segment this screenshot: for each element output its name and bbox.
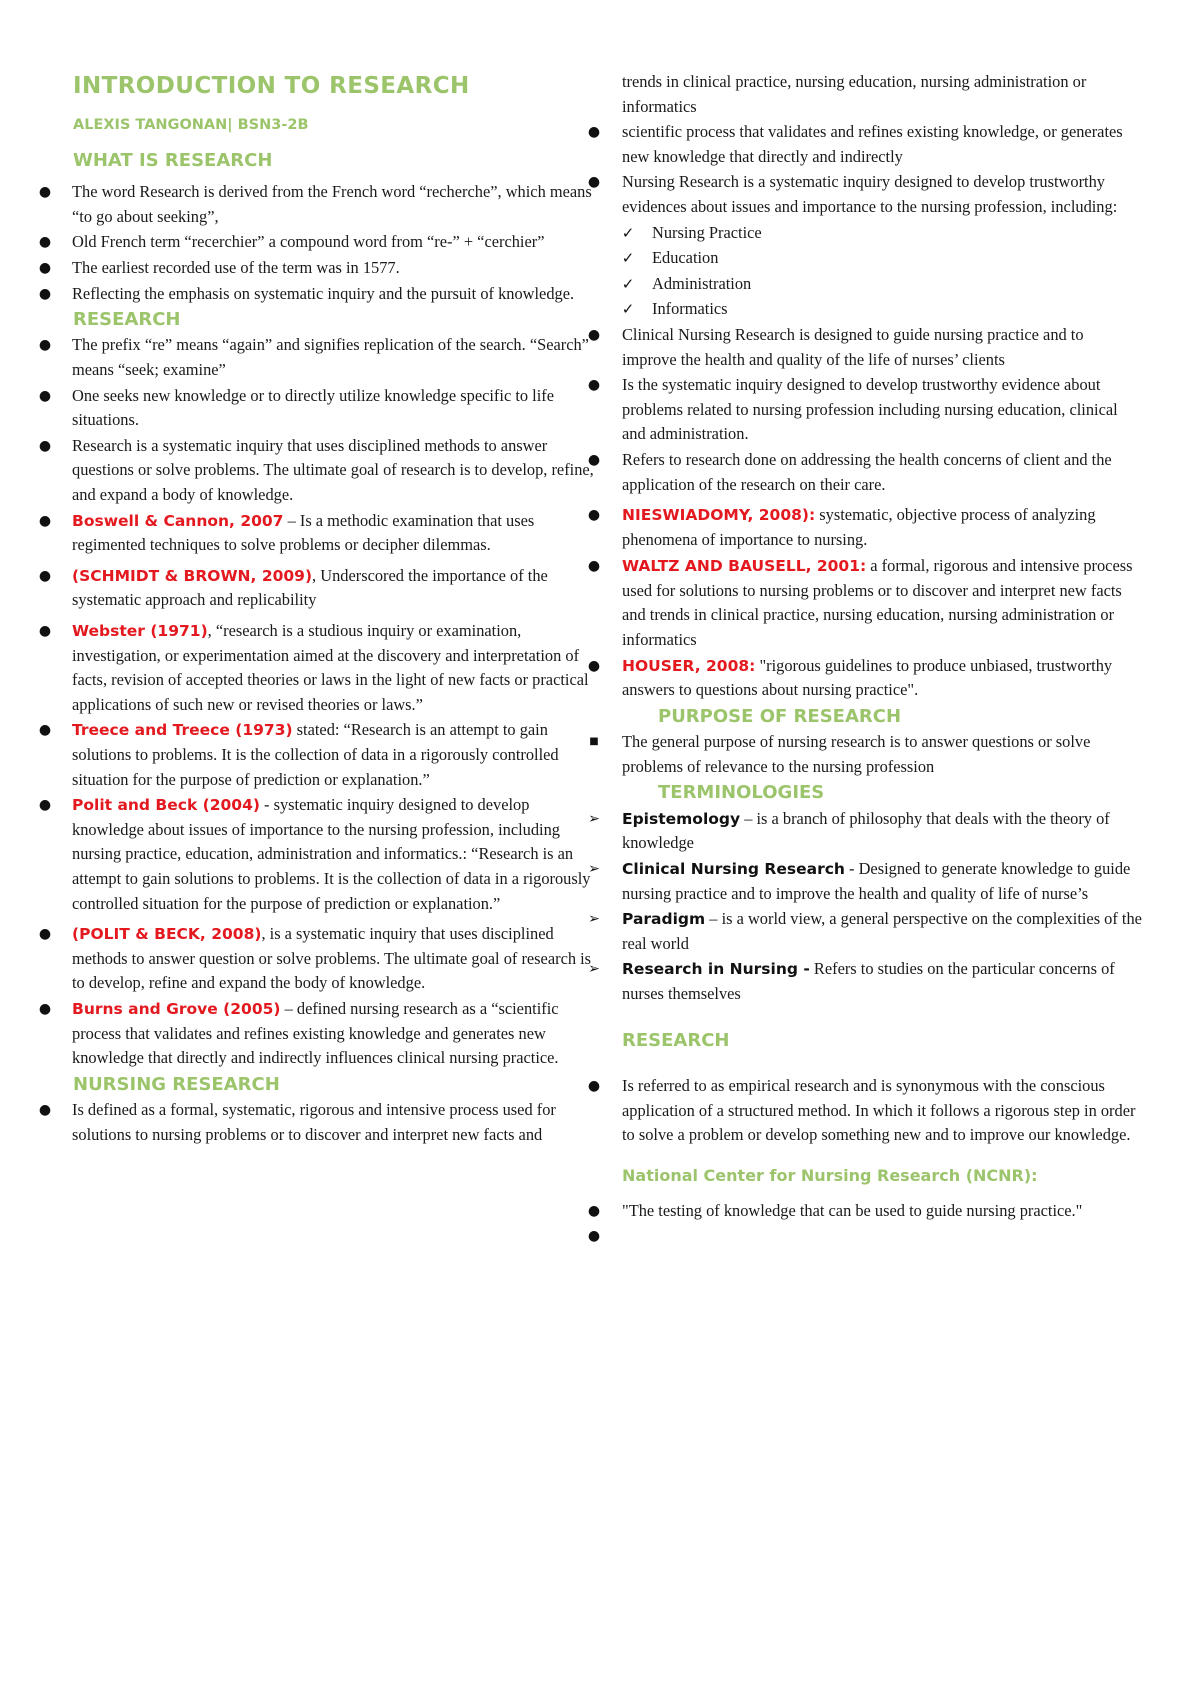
list-item: ● The prefix “re” means “again” and signifies replication of the search. “Search” means “seek; examine” bbox=[0, 333, 595, 382]
citation: Polit and Beck (2004) bbox=[72, 796, 260, 815]
list-item: ● "The testing of knowledge that can be used to guide nursing practice." bbox=[546, 1199, 1142, 1224]
bullet-icon: ● bbox=[38, 387, 52, 404]
list-item: ➢ Clinical Nursing Research - Designed to generate knowledge to guide nursing practice and to improve the health and quality of life of nurse’s bbox=[546, 857, 1142, 906]
list-item: ● Burns and Grove (2005) – defined nursing research as a “scientific process that validates and refines existing knowledge and generates new knowledge that directly and indirectly influences clinical nursing practice. bbox=[0, 997, 595, 1071]
checkmark-icon: ✓ bbox=[621, 223, 635, 242]
research-list-2 bbox=[587, 1074, 1142, 1148]
section-heading-research-2: RESEARCH bbox=[622, 1029, 730, 1051]
check-list bbox=[622, 221, 1142, 322]
list-item: ● The earliest recorded use of the term was in 1577. bbox=[0, 256, 595, 281]
list-item: ● Nursing Research is a systematic inquiry designed to develop trustworthy evidences about issues and importance to the nursing profession, including: bbox=[546, 170, 1142, 219]
section-heading-purpose: PURPOSE OF RESEARCH bbox=[658, 705, 902, 727]
bullet-icon: ● bbox=[587, 124, 601, 141]
bullet-icon: ● bbox=[38, 1102, 52, 1119]
author-line: ALEXIS TANGONAN| BSN3-2B bbox=[73, 116, 309, 133]
term: Clinical Nursing Research bbox=[622, 860, 845, 878]
list-item: ➢ Epistemology – is a branch of philosophy that deals with the theory of knowledge bbox=[546, 807, 1142, 856]
list-item: ● Refers to research done on addressing the health concerns of client and the application of the research on their care. bbox=[546, 448, 1142, 497]
right-column bbox=[587, 70, 1142, 1253]
checkmark-icon: ✓ bbox=[621, 300, 635, 319]
arrow-bullet-icon: ➢ bbox=[588, 911, 600, 928]
bullet-icon: ● bbox=[38, 285, 52, 302]
nursing-research-list bbox=[38, 1098, 595, 1147]
list-item: ● Research is a systematic inquiry that uses disciplined methods to answer questions or solve problems. The ultimate goal of research is to develop, refine, and expand a body of knowledge. bbox=[0, 434, 595, 508]
list-item: ● Treece and Treece (1973) stated: “Research is an attempt to gain solutions to problems. It is the collection of data in a rigorously controlled situation for the purpose of prediction or explanation.” bbox=[0, 718, 595, 792]
list-item: ➢ Research in Nursing - Refers to studies on the particular concerns of nurses themselves bbox=[546, 957, 1142, 1006]
bullet-icon: ● bbox=[38, 722, 52, 739]
list-item: ● HOUSER, 2008: "rigorous guidelines to produce unbiased, trustworthy answers to questions about nursing practice". bbox=[546, 654, 1142, 703]
bullet-icon: ● bbox=[38, 437, 52, 454]
list-item: ● scientific process that validates and refines existing knowledge, or generates new knowledge that directly and indirectly bbox=[546, 120, 1142, 169]
citation: (POLIT & BECK, 2008) bbox=[72, 925, 262, 944]
bullet-icon: ● bbox=[38, 512, 52, 529]
list-item: ● (POLIT & BECK, 2008), is a systematic inquiry that uses disciplined methods to answer question or solve problems. The ultimate goal of research is to develop, refine and expand the body of knowledge. bbox=[0, 922, 595, 996]
section-heading-nursing-research: NURSING RESEARCH bbox=[73, 1073, 280, 1095]
bullet-icon: ● bbox=[587, 1202, 601, 1219]
bullet-icon: ● bbox=[587, 377, 601, 394]
checkmark-icon: ✓ bbox=[621, 249, 635, 268]
citation: Burns and Grove (2005) bbox=[72, 999, 281, 1018]
research-list bbox=[38, 333, 595, 1070]
bullet-icon: ● bbox=[587, 451, 601, 468]
arrow-bullet-icon: ➢ bbox=[588, 961, 600, 978]
section-heading-what-is-research: WHAT IS RESEARCH bbox=[73, 149, 273, 171]
citation: (SCHMIDT & BROWN, 2009) bbox=[72, 566, 313, 585]
arrow-bullet-icon: ➢ bbox=[588, 861, 600, 877]
check-item: ✓ Nursing Practice bbox=[546, 221, 1142, 246]
term: Paradigm bbox=[622, 910, 706, 929]
term: Research in Nursing - bbox=[622, 960, 810, 979]
bullet-icon: ● bbox=[38, 797, 52, 814]
citation: Treece and Treece (1973) bbox=[72, 721, 293, 740]
check-item: ✓ Informatics bbox=[546, 297, 1142, 322]
arrow-bullet-icon: ➢ bbox=[588, 810, 600, 827]
list-item: ● Is defined as a formal, systematic, rigorous and intensive process used for solutions to nursing problems or to discover and interpret new facts and bbox=[0, 1098, 595, 1147]
list-item-empty bbox=[546, 1224, 1142, 1252]
list-item: ● Polit and Beck (2004) - systematic inquiry designed to develop knowledge about issues of importance to the nursing profession, including nursing practice, education, administration and informatics.: “Research is an attempt to gain solutions to problems. It is the collection of data in a rigorously controlled situation for the purpose of prediction or explanation.” bbox=[0, 793, 595, 916]
bullet-icon: ● bbox=[587, 326, 601, 343]
list-item: ● Old French term “recerchier” a compound word from “re-” + “cerchier” bbox=[0, 230, 595, 255]
check-item: ✓ Education bbox=[546, 246, 1142, 271]
list-item: ● Is the systematic inquiry designed to develop trustworthy evidence about problems related to nursing profession including nursing education, clinical and administration. bbox=[546, 373, 1142, 447]
bullet-icon: ● bbox=[587, 1228, 601, 1245]
bullet-icon: ● bbox=[587, 174, 601, 191]
bullet-icon: ● bbox=[38, 567, 52, 584]
section-heading-terminologies: TERMINOLOGIES bbox=[658, 782, 825, 804]
list-item: ■ The general purpose of nursing research is to answer questions or solve problems of relevance to the nursing profession bbox=[546, 730, 1142, 779]
section-heading-ncnr: National Center for Nursing Research (NCNR): bbox=[622, 1165, 1038, 1185]
list-item: ● (SCHMIDT & BROWN, 2009), Underscored the importance of the systematic approach and replicability bbox=[0, 564, 595, 613]
list-item: ● WALTZ AND BAUSELL, 2001: a formal, rigorous and intensive process used for solutions to nursing problems or to discover and interpret new facts and trends in clinical practice, nursing education, nursing administration or informatics bbox=[546, 554, 1142, 652]
citation: Webster (1971) bbox=[72, 622, 208, 641]
list-item: ● Clinical Nursing Research is designed to guide nursing practice and to improve the health and quality of the life of nurses’ clients bbox=[546, 323, 1142, 372]
term: Epistemology bbox=[622, 809, 741, 828]
citation: WALTZ AND BAUSELL, 2001: bbox=[622, 557, 867, 576]
bullet-icon: ● bbox=[587, 657, 601, 674]
bullet-icon: ● bbox=[38, 234, 52, 251]
nursing-research-list-2 bbox=[587, 323, 1142, 703]
list-item: ● NIESWIADOMY, 2008): systematic, objective process of analyzing phenomena of importance to nursing. bbox=[546, 503, 1142, 552]
citation: Boswell & Cannon, 2007 bbox=[72, 511, 284, 530]
bullet-icon: ● bbox=[38, 1000, 52, 1017]
bullet-icon: ● bbox=[587, 1077, 601, 1094]
terminologies-list bbox=[588, 807, 1142, 1007]
list-item: ● Webster (1971), “research is a studious inquiry or examination, investigation, or experimentation aimed at the discovery and interpretation of facts, revision of accepted theories or laws in the light of new facts or practical applications of such new or revised theories or laws.” bbox=[0, 619, 595, 717]
nursing-research-continued-list bbox=[587, 70, 1142, 220]
list-item-continued: trends in clinical practice, nursing education, nursing administration or informatics bbox=[622, 72, 1087, 116]
list-item: ● Boswell & Cannon, 2007 – Is a methodic examination that uses regimented techniques to solve problems or decipher dilemmas. bbox=[0, 509, 595, 558]
check-item: ✓ Administration bbox=[546, 272, 1142, 297]
bullet-icon: ● bbox=[38, 259, 52, 276]
list-item: ➢ Paradigm – is a world view, a general perspective on the complexities of the real world bbox=[546, 907, 1142, 956]
bullet-icon: ● bbox=[38, 926, 52, 943]
citation: HOUSER, 2008: bbox=[622, 656, 756, 675]
section-heading-research: RESEARCH bbox=[73, 309, 181, 331]
bullet-icon: ● bbox=[38, 337, 52, 354]
left-column bbox=[38, 72, 595, 1148]
ncnr-list bbox=[587, 1199, 1142, 1253]
bullet-icon: ● bbox=[587, 558, 601, 575]
bullet-icon: ● bbox=[587, 507, 601, 524]
citation: NIESWIADOMY, 2008): bbox=[622, 506, 816, 525]
document-title: INTRODUCTION TO RESEARCH bbox=[73, 73, 470, 99]
list-item: ● One seeks new knowledge or to directly utilize knowledge specific to life situations. bbox=[0, 384, 595, 433]
what-is-research-list bbox=[38, 180, 595, 306]
bullet-icon: ● bbox=[38, 184, 52, 201]
bullet-icon: ● bbox=[38, 623, 52, 640]
list-item: ● Reflecting the emphasis on systematic inquiry and the pursuit of knowledge. bbox=[0, 282, 595, 307]
list-item: ● The word Research is derived from the French word “recherche”, which means “to go about seeking”, bbox=[0, 180, 595, 229]
square-bullet-icon: ■ bbox=[589, 736, 599, 748]
checkmark-icon: ✓ bbox=[621, 274, 635, 293]
list-item: ● Is referred to as empirical research and is synonymous with the conscious application of a structured method. In which it follows a rigorous step in order to solve a problem or develop something new and to improve our knowledge. bbox=[546, 1074, 1142, 1148]
purpose-list bbox=[589, 730, 1142, 779]
